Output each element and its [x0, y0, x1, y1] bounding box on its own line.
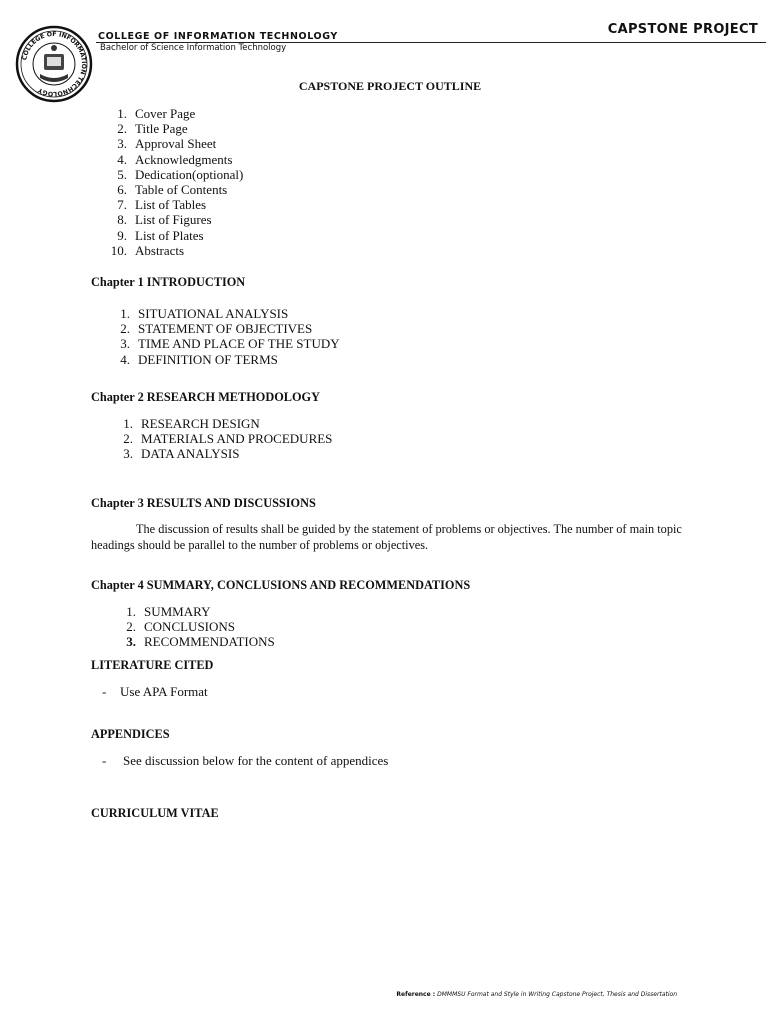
list-item: 1. SUMMARY: [126, 604, 211, 619]
list-item: 3. DATA ANALYSIS: [123, 446, 240, 462]
list-item: 2. STATEMENT OF OBJECTIVES: [120, 321, 313, 337]
chapter-1-heading: Chapter 1 INTRODUCTION: [91, 275, 246, 289]
list-item: 10. Abstracts: [110, 242, 185, 258]
list-item: 7. List of Tables: [117, 197, 207, 213]
list-item: 3. Approval Sheet: [117, 136, 217, 152]
project-label: CAPSTONE PROJECT: [607, 22, 758, 37]
appendices-heading: APPENDICES: [91, 727, 170, 741]
list-item: 9. List of Plates: [117, 227, 204, 243]
chapter-4-list: [112, 604, 275, 650]
literature-heading: LITERATURE CITED: [91, 658, 214, 672]
program-name: Bachelor of Science Information Technology: [100, 43, 287, 53]
list-item: 2. CONCLUSIONS: [126, 619, 236, 635]
list-item: 3. TIME AND PLACE OF THE STUDY: [120, 336, 340, 352]
page-title: CAPSTONE PROJECT OUTLINE: [298, 79, 482, 93]
chapter-4-heading: Chapter 4 SUMMARY, CONCLUSIONS AND RECOMMENDATIONS: [91, 578, 471, 592]
appendices-item: - See discussion below for the content of appendices: [102, 753, 389, 768]
list-item: 2. MATERIALS AND PROCEDURES: [123, 431, 333, 447]
chapter-3-heading: Chapter 3 RESULTS AND DISCUSSIONS: [91, 496, 316, 510]
chapter-2-list: [109, 416, 332, 462]
college-name: COLLEGE OF INFORMATION TECHNOLOGY: [98, 31, 338, 42]
list-item: 4. Acknowledgments: [117, 151, 233, 167]
list-item: 3. RECOMMENDATIONS: [126, 634, 275, 650]
list-item: 6. Table of Contents: [117, 182, 228, 198]
svg-text:COLLEGE OF INFORMATION TECHNOL: COLLEGE OF INFORMATION TECHNOLOGY: [21, 30, 88, 98]
list-item: 1. SITUATIONAL ANALYSIS: [120, 306, 289, 321]
list-item: 5. Dedication(optional): [117, 166, 244, 182]
chapter-1-list: [106, 306, 340, 367]
list-item: 1. Cover Page: [117, 106, 196, 121]
footer-reference: Reference : DMMMSU Format and Style in Writing Capstone Project, Thesis and Dissertation: [396, 991, 677, 998]
literature-item: - Use APA Format: [102, 684, 208, 699]
chapter-3-paragraph: The discussion of results shall be guided by the statement of problems or objectives. The number of main topic headings should be parallel to the number of problems or objectives.: [91, 522, 682, 552]
list-item: 1. RESEARCH DESIGN: [123, 416, 260, 431]
list-item: 4. DEFINITION OF TERMS: [120, 351, 278, 367]
list-item: 8. List of Figures: [117, 212, 212, 228]
list-item: 2. Title Page: [117, 121, 188, 137]
cv-heading: CURRICULUM VITAE: [91, 806, 219, 820]
front-matter-list: [103, 106, 243, 258]
chapter-2-heading: Chapter 2 RESEARCH METHODOLOGY: [91, 390, 320, 404]
